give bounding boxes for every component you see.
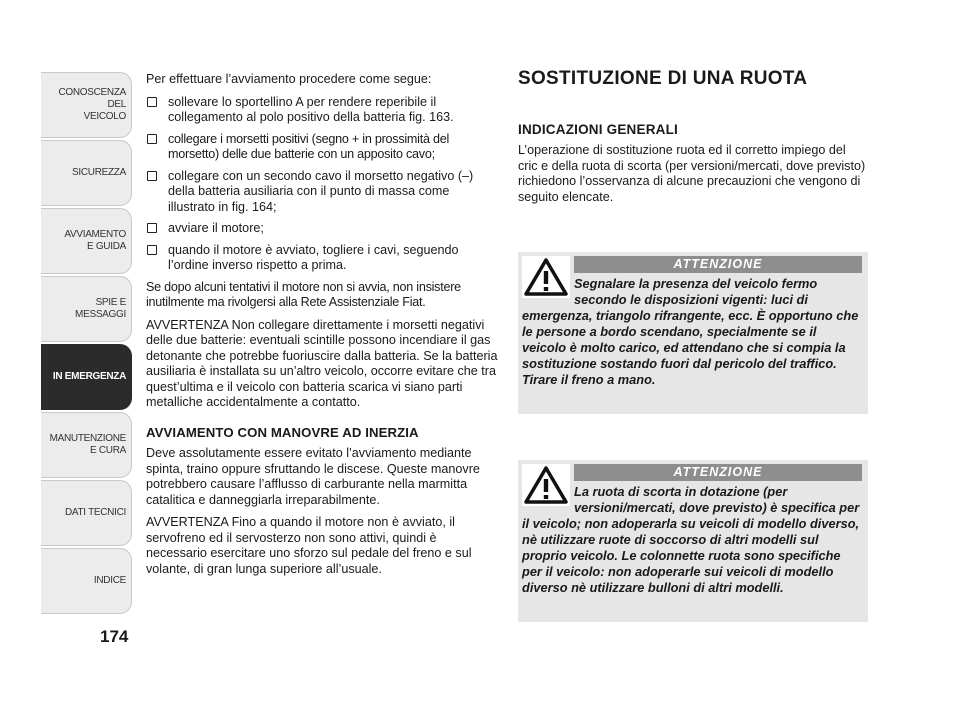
- checkbox-bullet-icon: [147, 97, 157, 107]
- list-item: [146, 221, 498, 237]
- tab-spie-e-messaggi[interactable]: [41, 276, 132, 342]
- list-item: [146, 95, 498, 126]
- page-number: 174: [100, 627, 129, 646]
- warning-header: ATTENZIONE: [574, 464, 862, 481]
- step-text: sollevare lo sportellino A per rendere reperibile il collegamento al polo positivo della batteria fig. 163.: [168, 94, 454, 124]
- warning-paragraph-batteries: AVVERTENZA Non collegare direttamente i morsetti negativi delle due batterie: eventuali scintille possono incendiare il gas detonante che potrebbe fuoriuscire dalla batteria. Se la batteria ausiliaria è installata su un’altro veicolo, occorre evitare che tra quest’ultima e il veicolo con batteria scarica vi siano parti metalliche accidentalmente a contatto.: [146, 317, 498, 409]
- step-text: collegare con un secondo cavo il morsetto negativo (–) della batteria ausiliaria con il punto di massa come illustrato in fig. 164;: [168, 168, 474, 214]
- section-heading: AVVIAMENTO CON MANOVRE AD INERZIA: [146, 424, 419, 440]
- tab-sicurezza[interactable]: [41, 140, 132, 206]
- warning-box: [518, 460, 868, 622]
- warning-body: Segnalare la presenza del veicolo fermo secondo le disposizioni vigenti: luci di emergenza, triangolo rifrangente, ecc. È opportuno che le persone a bordo scendano, specialmente se il veicolo è molto carico, ed attendano che si compia la sostituzione sostando fuori dal pericolo del traffico. Tirare il freno a mano.: [522, 276, 859, 387]
- push-start-paragraph: Deve assolutamente essere evitato l’avviamento mediante spinta, traino oppure sfruttando le discese. Queste manovre potrebbero causare l’afflusso di carburante nella marmitta catalitica e danneggiarla irreparabilmente.: [146, 446, 480, 507]
- tab-conoscenza-del-veicolo[interactable]: [41, 72, 132, 138]
- warning-box: [518, 252, 868, 414]
- warning-text: [522, 276, 864, 388]
- intro-paragraph: Per effettuare l’avviamento procedere come segue:: [146, 72, 432, 86]
- step-text: collegare i morsetti positivi (segno + in prossimità del morsetto) delle due batterie con un apposito cavo;: [168, 131, 450, 161]
- tab-dati-tecnici[interactable]: [41, 480, 132, 546]
- list-item: [146, 243, 498, 274]
- tab-in-emergenza[interactable]: [41, 344, 132, 410]
- step-text: quando il motore è avviato, togliere i cavi, seguendo l’ordine inverso rispetto a prima.: [168, 242, 459, 272]
- warning-paragraph-servo: AVVERTENZA Fino a quando il motore non è avviato, il servofreno ed il servosterzo non sono attivi, quindi è necessario esercitare uno sforzo sul pedale del freno e sul volante, di gran lunga superiore all’usuale.: [146, 515, 472, 576]
- step-text: avviare il motore;: [168, 221, 264, 235]
- warning-body: La ruota di scorta in dotazione (per versioni/mercati, dove previsto) è specifica per il veicolo; non adoperarla su veicoli di modello diverso, nè utilizzare ruote di soccorso di altri modelli sul proprio veicolo. Le colonnette ruota sono specifiche per il veicolo: non adoperarle sui veicoli di modello diverso nè utilizzare bulloni di altri modelli.: [522, 484, 860, 595]
- tab-avviamento-e-guida[interactable]: [41, 208, 132, 274]
- general-info-paragraph: L’operazione di sostituzione ruota ed il corretto impiego del cric e della ruota di scorta (per versioni/mercati, dove previsto) richiedono l’osservanza di alcune precauzioni che vengono di seguito elencate.: [518, 143, 866, 204]
- page-title: SOSTITUZIONE DI UNA RUOTA: [518, 68, 808, 89]
- checkbox-bullet-icon: [147, 223, 157, 233]
- list-item: [146, 132, 498, 163]
- warning-header: ATTENZIONE: [574, 256, 862, 273]
- checkbox-bullet-icon: [147, 171, 157, 181]
- tab-label: AVVIAMENTO E GUIDA: [64, 229, 126, 252]
- checkbox-bullet-icon: [147, 134, 157, 144]
- tab-manutenzione-e-cura[interactable]: [41, 412, 132, 478]
- left-column: [146, 72, 498, 584]
- right-column: [518, 68, 868, 205]
- tab-label: IN EMERGENZA: [52, 371, 126, 382]
- retry-paragraph: Se dopo alcuni tentativi il motore non si avvia, non insistere inutilmente ma rivolgersi alla Rete Assistenziale Fiat.: [146, 279, 461, 309]
- tab-label: SPIE E MESSAGGI: [75, 297, 126, 320]
- section-subtitle: INDICAZIONI GENERALI: [518, 122, 679, 137]
- steps-list: [146, 95, 498, 274]
- tab-label: DATI TECNICI: [64, 507, 126, 518]
- tab-label: SICUREZZA: [72, 167, 126, 178]
- checkbox-bullet-icon: [147, 245, 157, 255]
- warning-text: [522, 484, 864, 596]
- tab-label: CONOSCENZA DEL VEICOLO: [58, 87, 126, 122]
- list-item: [146, 169, 498, 216]
- tab-label: INDICE: [93, 575, 126, 586]
- tab-label: MANUTENZIONE E CURA: [49, 433, 126, 456]
- tab-indice[interactable]: [41, 548, 132, 614]
